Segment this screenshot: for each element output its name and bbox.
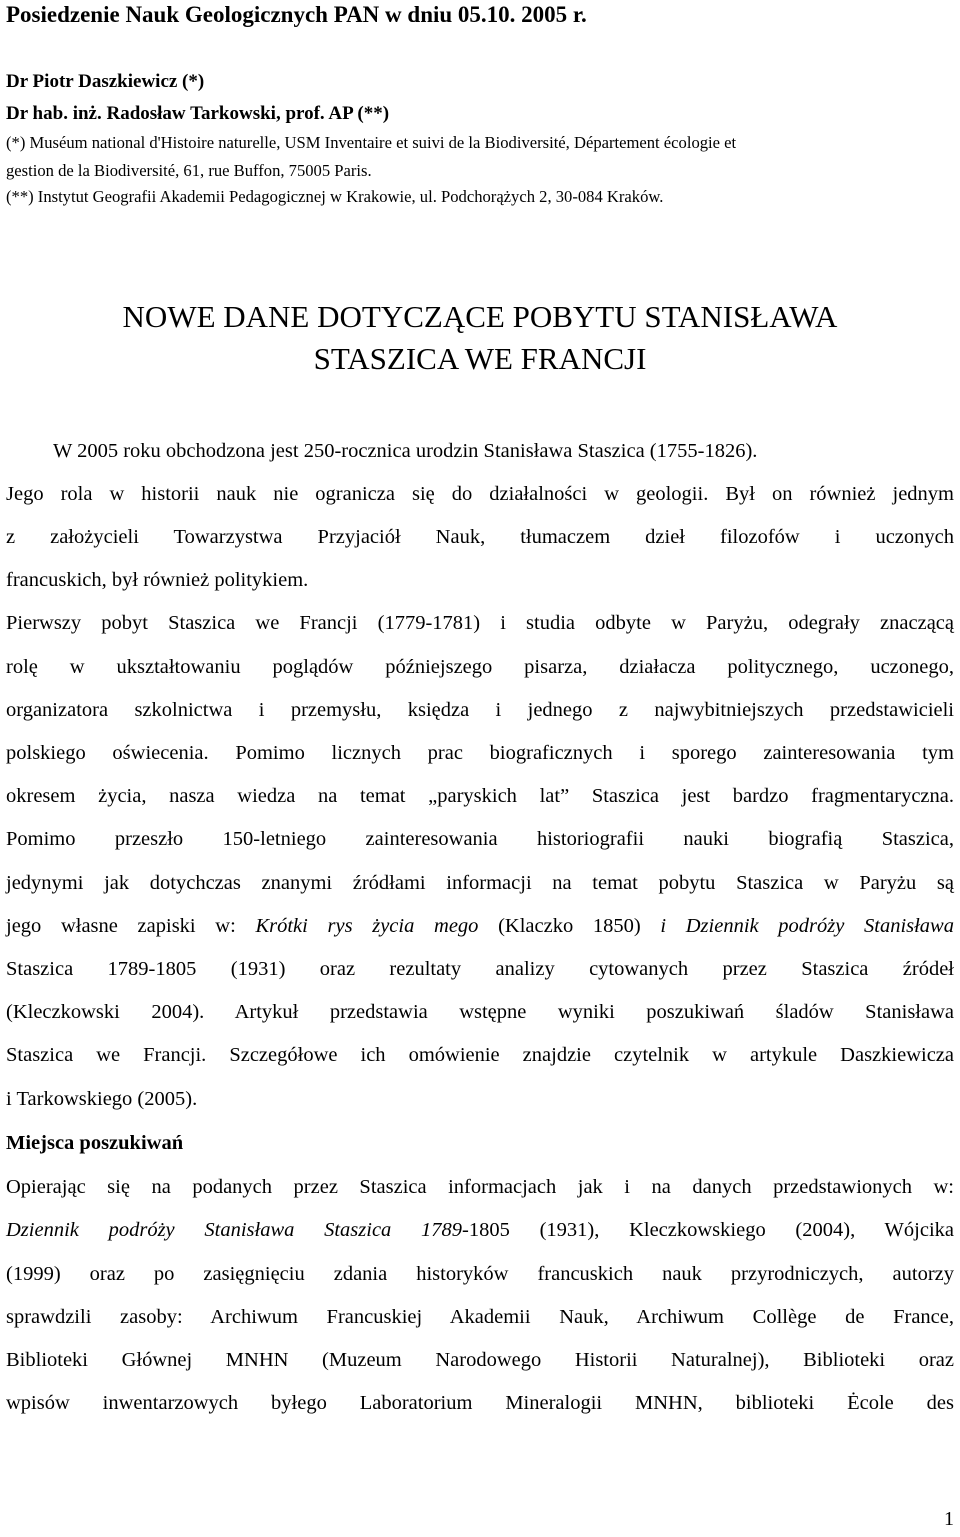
paragraph-line: wpisów inwentarzowych byłego Laboratorium Mineralogii MNHN, biblioteki Ėcole des <box>6 1392 954 1414</box>
author-tarkowski: Dr hab. inż. Radosław Tarkowski, prof. AP (**) <box>6 103 390 124</box>
paragraph-line-with-citation <box>6 1216 954 1244</box>
paragraph-line: francuskich, był również politykiem. <box>6 569 309 591</box>
citation-dziennik: Dziennik podróży Stanisława Staszica 1789 <box>6 1219 463 1241</box>
affiliation-1-line-1: (*) Muséum national d'Histoire naturelle, USM Inventaire et suivi de la Biodiversité, Département écologie et <box>6 133 737 152</box>
paragraph-line: Opierając się na podanych przez Staszica informacjach jak i na danych przedstawionych w: <box>6 1176 954 1198</box>
article-title-line-1: NOWE DANE DOTYCZĄCE POBYTU STANISŁAWA <box>122 299 838 334</box>
paragraph-line: Staszica we Francji. Szczegółowe ich omówienie znajdzie czytelnik w artykule Daszkiewicza <box>6 1044 954 1066</box>
paragraph-line: Jego rola w historii nauk nie ogranicza się do działalności w geologii. Był on również jednym <box>6 483 954 505</box>
paragraph-line: (1999) oraz po zasięgnięciu zdania historyków francuskich nauk przyrodniczych, autorzy <box>6 1263 954 1285</box>
paragraph-line: Pierwszy pobyt Staszica we Francji (1779-1781) i studia odbyte w Paryżu, odegrały znaczącą <box>6 612 954 634</box>
meeting-title: Posiedzenie Nauk Geologicznych PAN w dniu 05.10. 2005 r. <box>6 2 587 27</box>
paragraph-line: polskiego oświecenia. Pomimo licznych prac biograficznych i sporego zainteresowania tym <box>6 742 954 764</box>
paragraph-line: rolę w ukształtowaniu poglądów późniejszego pisarza, działacza politycznego, uczonego, <box>6 656 954 678</box>
affiliation-2: (**) Instytut Geografii Akademii Pedagogicznej w Krakowie, ul. Podchorążych 2, 30-084 Kraków. <box>6 187 664 206</box>
citation-krotki-rys: Krótki rys życia mego <box>255 915 479 937</box>
paragraph-line: (Kleczkowski 2004). Artykuł przedstawia wstępne wyniki poszukiwań śladów Stanisława <box>6 1001 954 1023</box>
paragraph-line: W 2005 roku obchodzona jest 250-rocznica urodzin Stanisława Staszica (1755-1826). <box>53 440 758 462</box>
page-number: 1 <box>944 1508 954 1530</box>
paragraph-line: sprawdzili zasoby: Archiwum Francuskiej Akademii Nauk, Archiwum Collège de France, <box>6 1306 954 1328</box>
paragraph-line: i Tarkowskiego (2005). <box>6 1088 198 1110</box>
article-title-line-2: STASZICA WE FRANCJI <box>313 341 647 376</box>
paragraph-line: okresem życia, nasza wiedza na temat „paryskich lat” Staszica jest bardzo fragmentaryczna. <box>6 785 954 807</box>
paragraph-line: z założycieli Towarzystwa Przyjaciół Nauk, tłumaczem dzieł filozofów i uczonych <box>6 526 954 548</box>
text-run: jego własne zapiski w: <box>6 915 256 937</box>
text-run: -1805 (1931), Kleczkowskiego (2004), Wójcika <box>462 1219 954 1241</box>
paragraph-line-with-citations <box>6 912 954 940</box>
author-daszkiewicz: Dr Piotr Daszkiewicz (*) <box>6 71 205 92</box>
paragraph-line: Staszica 1789-1805 (1931) oraz rezultaty analizy cytowanych przez Staszica źródeł <box>6 958 954 980</box>
paragraph-line: Biblioteki Głównej MNHN (Muzeum Narodowego Historii Naturalnej), Biblioteki oraz <box>6 1349 954 1371</box>
paragraph-line: jedynymi jak dotychczas znanymi źródłami informacji na temat pobytu Staszica w Paryżu są <box>6 872 954 894</box>
paragraph-line: organizatora szkolnictwa i przemysłu, księdza i jednego z najwybitniejszych przedstawicieli <box>6 699 954 721</box>
section-heading: Miejsca poszukiwań <box>6 1132 184 1154</box>
citation-dziennik: i Dziennik podróży Stanisława <box>660 915 954 937</box>
affiliation-1-line-2: gestion de la Biodiversité, 61, rue Buffon, 75005 Paris. <box>6 161 372 180</box>
paragraph-line: Pomimo przeszło 150-letniego zainteresowania historiografii nauki biografią Staszica, <box>6 828 954 850</box>
text-run: (Klaczko 1850) <box>478 915 661 937</box>
